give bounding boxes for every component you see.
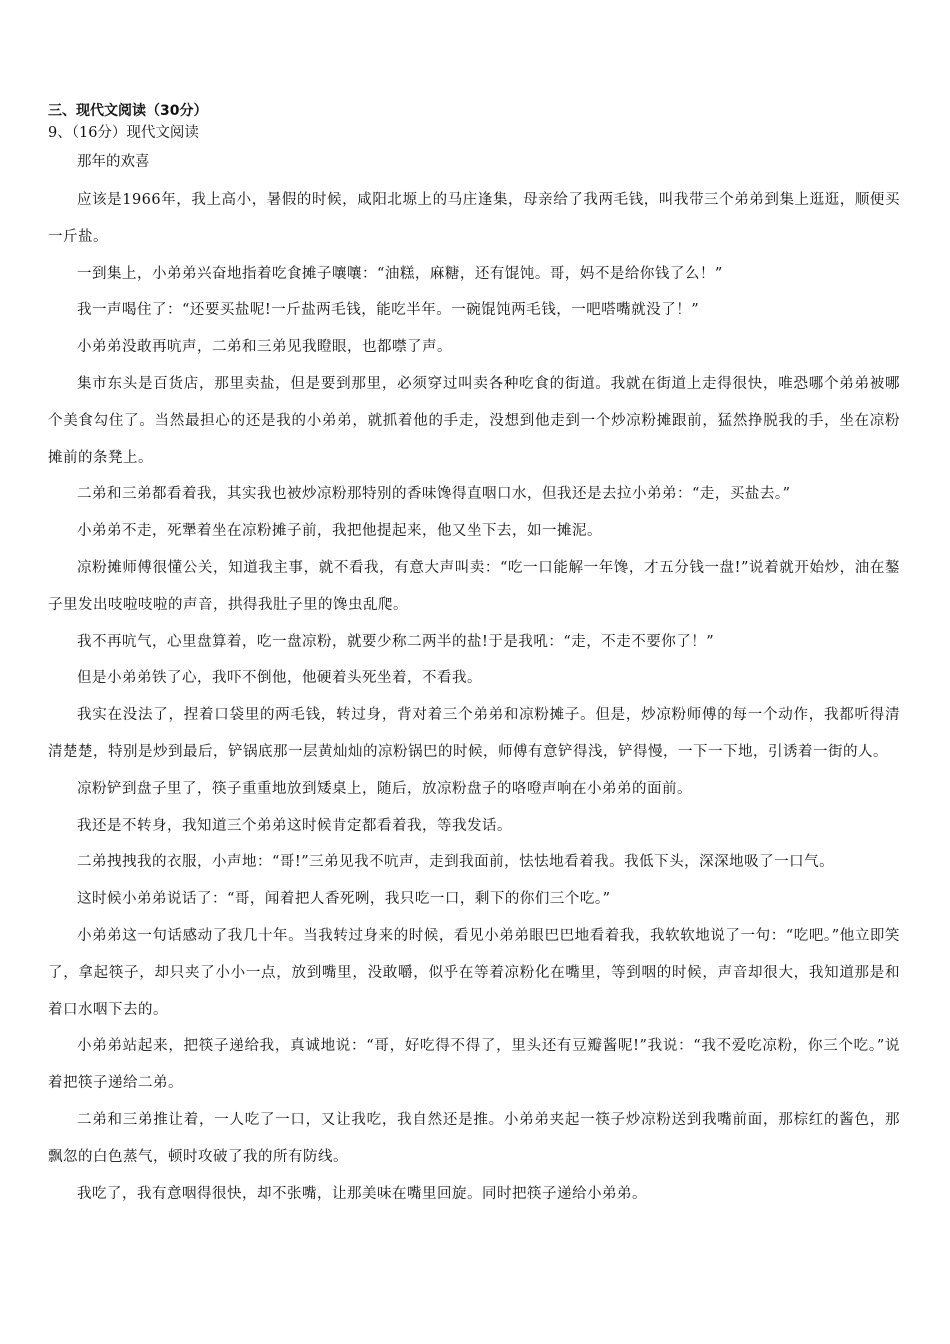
- paragraph: 一到集上，小弟弟兴奋地指着吃食摊子嚷嚷：“油糕，麻糖，还有馄饨。哥，妈不是给你钱了么！”: [77, 265, 723, 282]
- question-title: 9、（16分）现代文阅读: [48, 125, 199, 141]
- paragraph: 我还是不转身，我知道三个弟弟这时候肯定都看着我，等我发话。: [77, 817, 512, 834]
- passage-title: 那年的欢喜: [77, 154, 150, 170]
- paragraph: 二弟拽拽我的衣服，小声地：“哥!”三弟见我不吭声，走到我面前，怯怯地看着我。我低下头，深深地吸了一口气。: [77, 854, 835, 871]
- paragraph: 我吃了，我有意咽得很快，却不张嘴，让那美味在嘴里回旋。同时把筷子递给小弟弟。: [77, 1185, 647, 1202]
- paragraph: 二弟和三弟都看着我，其实我也被炒凉粉那特别的香味馋得直咽口水，但我还是去拉小弟弟：“走，买盐去。”: [77, 486, 791, 503]
- paragraph: 二弟和三弟推让着，一人吃了一口，又让我吃，我自然还是推。小弟弟夹起一筷子炒凉粉送到我嘴前面，那棕红的酱色，那飘忽的白色蒸气，顿时攻破了我的所有防线。: [48, 1111, 900, 1165]
- section-title: 三、现代文阅读（30分）: [48, 103, 208, 119]
- paragraph: 我不再吭气，心里盘算着，吃一盘凉粉，就要少称二两半的盐!于是我吼：“走，不走不要你了！”: [77, 633, 715, 650]
- paragraph: 我实在没法了，捏着口袋里的两毛钱，转过身，背对着三个弟弟和凉粉摊子。但是，炒凉粉师傅的每一个动作，我都听得清清楚楚，特别是炒到最后，铲锅底那一层黄灿灿的凉粉锅巴的时候，师傅有意铲得浅，铲得慢，一下一下地，引诱着一街的人。: [48, 707, 900, 760]
- paragraph: 但是小弟弟铁了心，我吓不倒他，他硬着头死坐着，不看我。: [77, 670, 482, 687]
- paragraph: 集市东头是百货店，那里卖盐，但是要到那里，必须穿过叫卖各种吃食的街道。我就在街道上走得很快，唯恐哪个弟弟被哪个美食勾住了。当然最担心的还是我的小弟弟，就抓着他的手走，没想到他走到一个炒凉粉摊跟前，猛然挣脱我的手，坐在凉粉摊前的条凳上。: [48, 375, 900, 466]
- paragraph: 这时候小弟弟说话了：“哥，闻着把人香死咧，我只吃一口，剩下的你们三个吃。”: [77, 891, 611, 908]
- paragraph: 小弟弟站起来，把筷子递给我，真诚地说：“哥，好吃得不得了，里头还有豆瓣酱呢!”我说：“我不爱吃凉粉，你三个吃。”说着把筷子递给二弟。: [48, 1038, 900, 1092]
- paragraph: 凉粉摊师傅很懂公关，知道我主事，就不看我，有意大声叫卖：“吃一口能解一年馋，才五分钱一盘!”说着就开始炒，油在鏊子里发出吱啦吱啦的声音，拱得我肚子里的馋虫乱爬。: [48, 559, 900, 613]
- document-page: [48, 100, 900, 1212]
- passage-body: [48, 182, 900, 1212]
- paragraph: 小弟弟没敢再吭声，二弟和三弟见我瞪眼，也都噤了声。: [77, 339, 452, 356]
- paragraph: 小弟弟不走，死犟着坐在凉粉摊子前，我把他提起来，他又坐下去，如一摊泥。: [77, 523, 602, 540]
- paragraph: 凉粉铲到盘子里了，筷子重重地放到矮桌上，随后，放凉粉盘子的咯噔声响在小弟弟的面前。: [77, 780, 692, 797]
- paragraph: 应该是1966年，我上高小，暑假的时候，咸阳北塬上的马庄逢集，母亲给了我两毛钱，叫我带三个弟弟到集上逛逛，顺便买一斤盐。: [48, 192, 900, 245]
- paragraph: 小弟弟这一句话感动了我几十年。当我转过身来的时候，看见小弟弟眼巴巴地看着我，我软软地说了一句：“吃吧。”他立即笑了，拿起筷子，却只夹了小小一点，放到嘴里，没敢嚼，似乎在等着凉粉化在嘴里，等到咽的时候，声音却很大，我知道那是和着口水咽下去的。: [48, 927, 900, 1018]
- paragraph: 我一声喝住了：“还要买盐呢!一斤盐两毛钱，能吃半年。一碗馄饨两毛钱，一吧嗒嘴就没了！”: [77, 302, 700, 319]
